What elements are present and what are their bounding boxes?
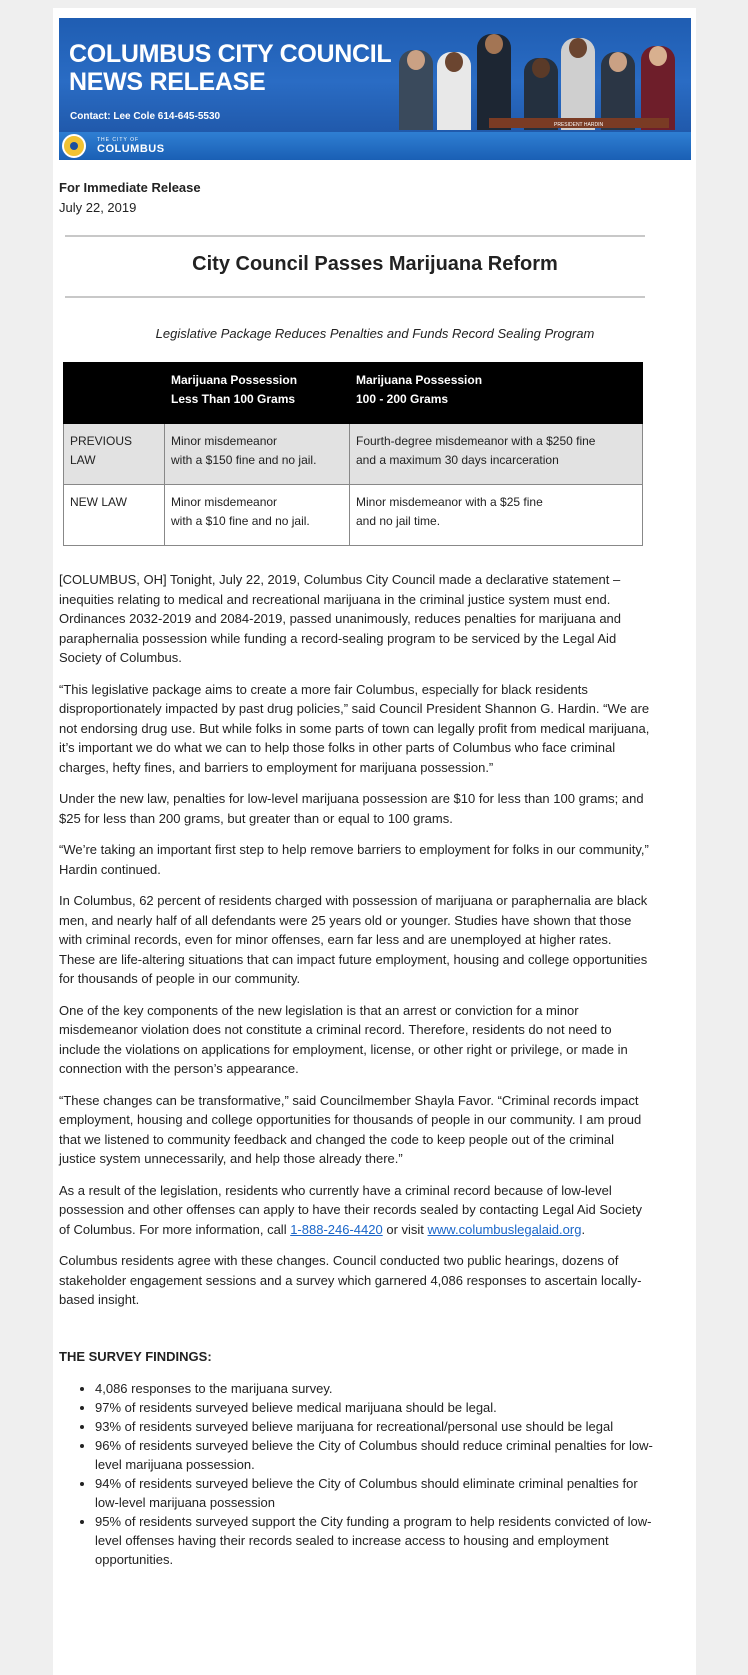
city-logo-prefix: THE CITY OF bbox=[97, 137, 140, 143]
contact-text-after: . bbox=[581, 1221, 586, 1237]
table-header-empty bbox=[64, 363, 165, 424]
top-divider bbox=[65, 235, 645, 237]
row-label: PREVIOUS LAW bbox=[64, 424, 165, 485]
subheadline: Legislative Package Reduces Penalties and Funds Record Sealing Program bbox=[155, 326, 595, 341]
table-cell: Minor misdemeanor with a $25 fine and no jail time. bbox=[350, 485, 643, 546]
row-label: NEW LAW bbox=[64, 485, 165, 546]
banner-title-line1: COLUMBUS CITY COUNCIL bbox=[69, 40, 392, 68]
city-logo-strip bbox=[59, 132, 691, 160]
table-cell: Minor misdemeanor with a $150 fine and no jail. bbox=[165, 424, 350, 485]
table-row bbox=[64, 424, 643, 485]
table-cell: Fourth-degree misdemeanor with a $250 fine and a maximum 30 days incarceration bbox=[350, 424, 643, 485]
paragraph: “We’re taking an important first step to help remove barriers to employment for folks in our community,” Hardin continued. bbox=[59, 842, 649, 877]
table-header-row bbox=[64, 363, 643, 424]
list-item: • 4,086 responses to the marijuana survey. bbox=[95, 1379, 665, 1398]
penalty-comparison-table bbox=[63, 362, 643, 546]
contact-paragraph bbox=[59, 1181, 651, 1240]
contact-text-middle: or visit bbox=[382, 1221, 428, 1237]
press-release-page bbox=[53, 8, 696, 1675]
page-title: City Council Passes Marijuana Reform bbox=[192, 253, 558, 275]
list-item: • 95% of residents surveyed support the City funding a program to help residents convicted of low-level offenses having their records sealed to increase access to housing and employment opportunities. bbox=[95, 1512, 665, 1569]
council-members-photo bbox=[389, 24, 691, 130]
news-release-banner bbox=[59, 18, 691, 160]
bottom-divider bbox=[65, 296, 645, 298]
table-cell: Minor misdemeanor with a $10 fine and no jail. bbox=[165, 485, 350, 546]
city-logo bbox=[97, 137, 165, 155]
article-body bbox=[59, 570, 651, 1322]
paragraph: [COLUMBUS, OH] Tonight, July 22, 2019, Columbus City Council made a declarative statement – inequities relating to medical and recreational marijuana in the criminal justice system must end. Ordinances 2032-2019 and 2084-2019, passed unanimously, reduces penalties for marijuana and paraphernalia possession while funding a record-sealing program to be serviced by the Legal Aid Society of Columbus. bbox=[59, 572, 622, 665]
paragraph: Columbus residents agree with these changes. Council conducted two public hearings, dozens of stakeholder engagement sessions and a survey which garnered 4,086 responses to ascertain locally-based insight. bbox=[59, 1253, 642, 1307]
paragraph: “These changes can be transformative,” said Councilmember Shayla Favor. “Criminal records impact employment, housing and college opportunities for thousands of people in our community. I am proud that we listened to community feedback and changed the code to keep people out of the criminal justice system unnecessarily, and help those already there.” bbox=[59, 1092, 642, 1166]
city-logo-name: COLUMBUS bbox=[97, 143, 165, 155]
paragraph: Under the new law, penalties for low-level marijuana possession are $10 for less than 100 grams; and $25 for less than 200 grams, but greater than or equal to 100 grams. bbox=[59, 791, 644, 826]
phone-link[interactable]: 1-888-246-4420 bbox=[290, 1221, 383, 1237]
banner-title-line2: NEWS RELEASE bbox=[69, 68, 266, 96]
banner-title bbox=[69, 40, 391, 96]
table-row bbox=[64, 485, 643, 546]
table-header-under-100: Marijuana Possession Less Than 100 Grams bbox=[165, 363, 350, 424]
list-item: • 93% of residents surveyed believe marijuana for recreational/personal use should be legal bbox=[95, 1417, 665, 1436]
list-item: • 94% of residents surveyed believe the City of Columbus should eliminate criminal penalties for low-level marijuana possession bbox=[95, 1474, 665, 1512]
survey-findings-list bbox=[79, 1379, 665, 1569]
legal-aid-website-link[interactable]: www.columbuslegalaid.org bbox=[427, 1221, 582, 1237]
paragraph: One of the key components of the new legislation is that an arrest or conviction for a minor misdemeanor violation does not constitute a criminal record. Therefore, residents do not need to include the violations on applications for employment, license, or other right or privilege, or made in connection with the person’s appearance. bbox=[59, 1002, 628, 1076]
release-label: For Immediate Release bbox=[59, 180, 201, 195]
list-item: • 97% of residents surveyed believe medical marijuana should be legal. bbox=[95, 1398, 665, 1417]
paragraph: “This legislative package aims to create a more fair Columbus, especially for black residents disproportionately impacted by past drug policies,” said Council President Shannon G. Hardin. “We are not endorsing drug use. But while folks in some parts of town can legally profit from medical marijuana, it’s important we do what we can to help those folks in other parts of Columbus who face criminal charges, hefty fines, and barriers to employment for marijuana possession.” bbox=[59, 681, 650, 775]
contact-text-before: As a result of the legislation, residents who currently have a criminal record because of low-level possession and other offenses can apply to have their records sealed by contacting Legal Aid Society of Columbus. For more information, call bbox=[59, 1182, 642, 1237]
city-seal-icon bbox=[62, 134, 86, 158]
table-header-100-200: Marijuana Possession 100 - 200 Grams bbox=[350, 363, 643, 424]
list-item: • 96% of residents surveyed believe the City of Columbus should reduce criminal penalties for low-level marijuana possession. bbox=[95, 1436, 665, 1474]
survey-heading: THE SURVEY FINDINGS: bbox=[59, 1349, 212, 1364]
banner-contact: Contact: Lee Cole 614-645-5530 bbox=[70, 111, 221, 122]
release-date: July 22, 2019 bbox=[59, 200, 137, 215]
desk-nameplate: PRESIDENT HARDIN bbox=[554, 122, 604, 128]
paragraph: In Columbus, 62 percent of residents charged with possession of marijuana or paraphernalia are black men, and nearly half of all defendants were 25 years old or younger. Studies have shown that those with criminal records, even for minor offenses, earn far less and are unemployed at higher rates. These are life-altering situations that can impact future employment, housing and college opportunities for thousands of people in our community. bbox=[59, 893, 648, 986]
